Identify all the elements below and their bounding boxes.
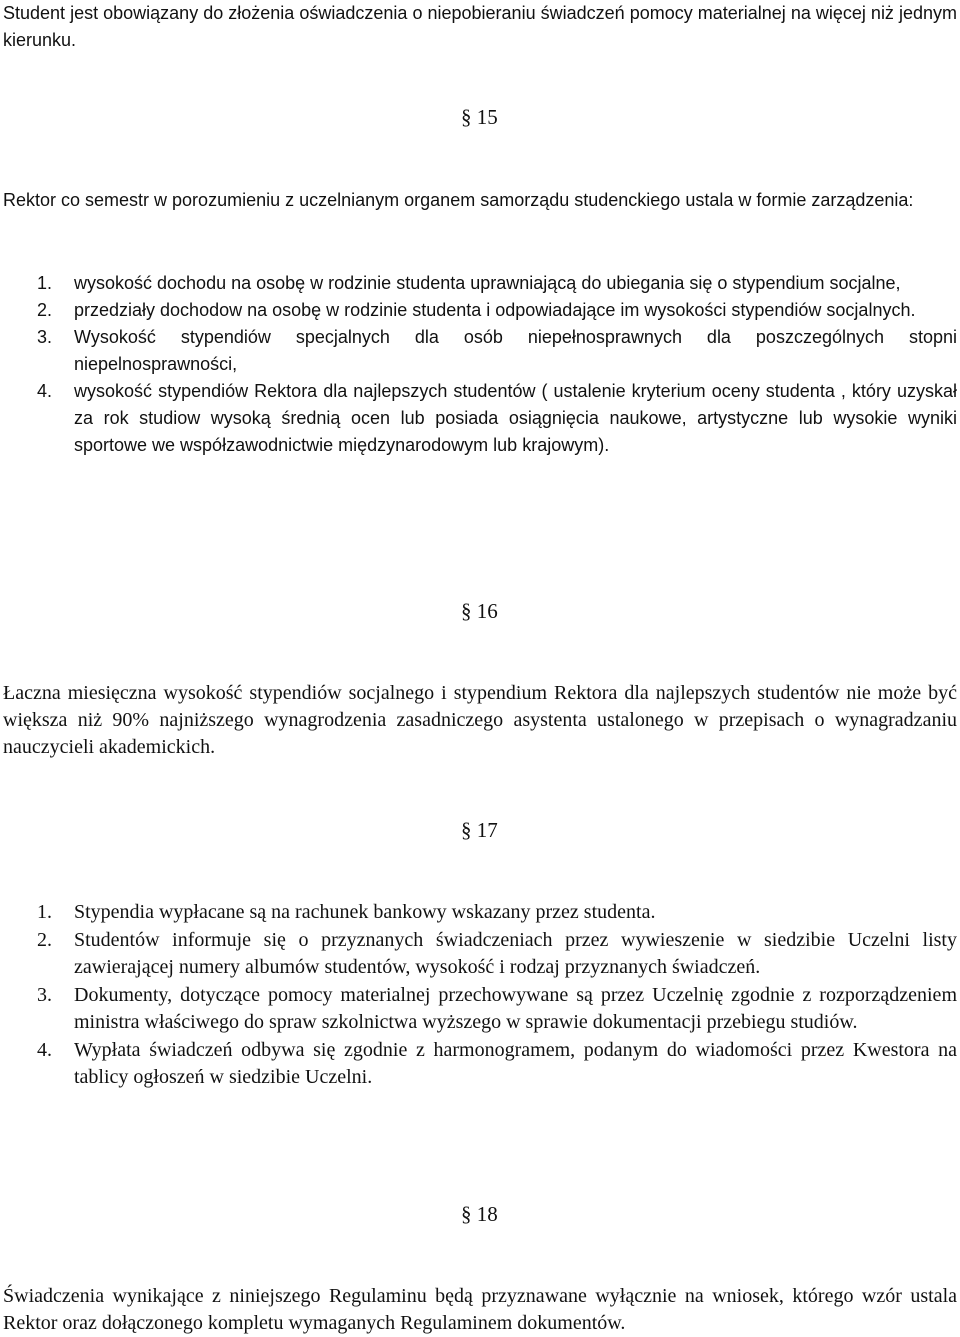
- list-item: [0, 378, 957, 459]
- list-item-text: Wysokość stypendiów specjalnych dla osób niepełnosprawnych dla poszczególnych stopni niepelnosprawności,: [74, 327, 957, 374]
- list-item-number: 3.: [37, 327, 53, 347]
- list-item-text: Stypendia wypłacane są na rachunek bankowy wskazany przez studenta.: [74, 901, 656, 923]
- list-item-number: 3.: [37, 983, 52, 1006]
- list-item: [0, 982, 957, 1037]
- list-item-text: przedziały dochodow na osobę w rodzinie studenta i odpowiadające im wysokości stypendiów socjalnych.: [74, 300, 916, 320]
- list-item-number: 4.: [37, 1038, 52, 1061]
- section-18-heading: § 18: [461, 1202, 498, 1226]
- section-18-paragraph: Świadczenia wynikające z niniejszego Regulaminu będą przyznawane wyłącznie na wniosek, którego wzór ustala Rektor oraz dołączonego kompletu wymaganych Regulaminem dokumentów.: [3, 1285, 957, 1334]
- list-item: [0, 1037, 957, 1092]
- list-item-number: 1.: [37, 901, 52, 923]
- section-15-list: [0, 270, 957, 459]
- list-item-text: wysokość dochodu na osobę w rodzinie studenta uprawniającą do ubiegania się o stypendium socjalne,: [74, 273, 901, 293]
- section-16-paragraph: Łaczna miesięczna wysokość stypendiów socjalnego i stypendium Rektora dla najlepszych studentów nie może być większa niż 90% najniższego wynagrodzenia zasadniczego asystenta ustalonego w przepisach o wynagradzaniu nauczycieli akademickich.: [3, 682, 957, 758]
- list-item: [0, 270, 957, 297]
- list-item-number: 4.: [37, 381, 53, 401]
- list-item: [0, 297, 957, 324]
- section-15-lead: Rektor co semestr w porozumieniu z uczelnianym organem samorządu studenckiego ustala w formie zarządzenia:: [3, 190, 914, 210]
- section-15-heading: § 15: [461, 105, 498, 129]
- list-item-text: Studentów informuje się o przyznanych świadczeniach przez wywieszenie w siedzibie Uczelni listy zawierającej numery albumów studentów, wysokość i rodzaj przyznanych świadczeń.: [74, 928, 957, 978]
- list-item-number: 2.: [37, 928, 52, 951]
- section-16-heading: § 16: [461, 599, 498, 623]
- list-item: [0, 324, 957, 378]
- list-item-number: 1.: [37, 273, 53, 293]
- section-17-list: [0, 899, 957, 1092]
- list-item: [0, 899, 957, 927]
- list-item-text: Wypłata świadczeń odbywa się zgodnie z harmonogramem, podanym do wiadomości przez Kwestora na tablicy ogłoszeń w siedzibie Uczelni.: [74, 1038, 957, 1088]
- intro-paragraph: Student jest obowiązany do złożenia oświadczenia o niepobieraniu świadczeń pomocy materialnej na więcej niż jednym kierunku.: [3, 3, 957, 50]
- list-item-text: Dokumenty, dotyczące pomocy materialnej przechowywane są przez Uczelnię zgodnie z rozporządzeniem ministra właściwego do spraw szkolnictwa wyższego w sprawie dokumentacji przebiegu studiów.: [74, 983, 957, 1033]
- section-17-heading: § 17: [461, 818, 498, 842]
- list-item-text: wysokość stypendiów Rektora dla najlepszych studentów ( ustalenie kryterium oceny studenta , który uzyskał za rok studiow wysoką średnią ocen lub posiada osiągnięcia naukowe, artystyczne lub wysokie wyniki sportowe we współzawodnictwie międzynarodowym lub krajowym).: [74, 381, 957, 455]
- list-item: [0, 927, 957, 982]
- list-item-number: 2.: [37, 300, 53, 320]
